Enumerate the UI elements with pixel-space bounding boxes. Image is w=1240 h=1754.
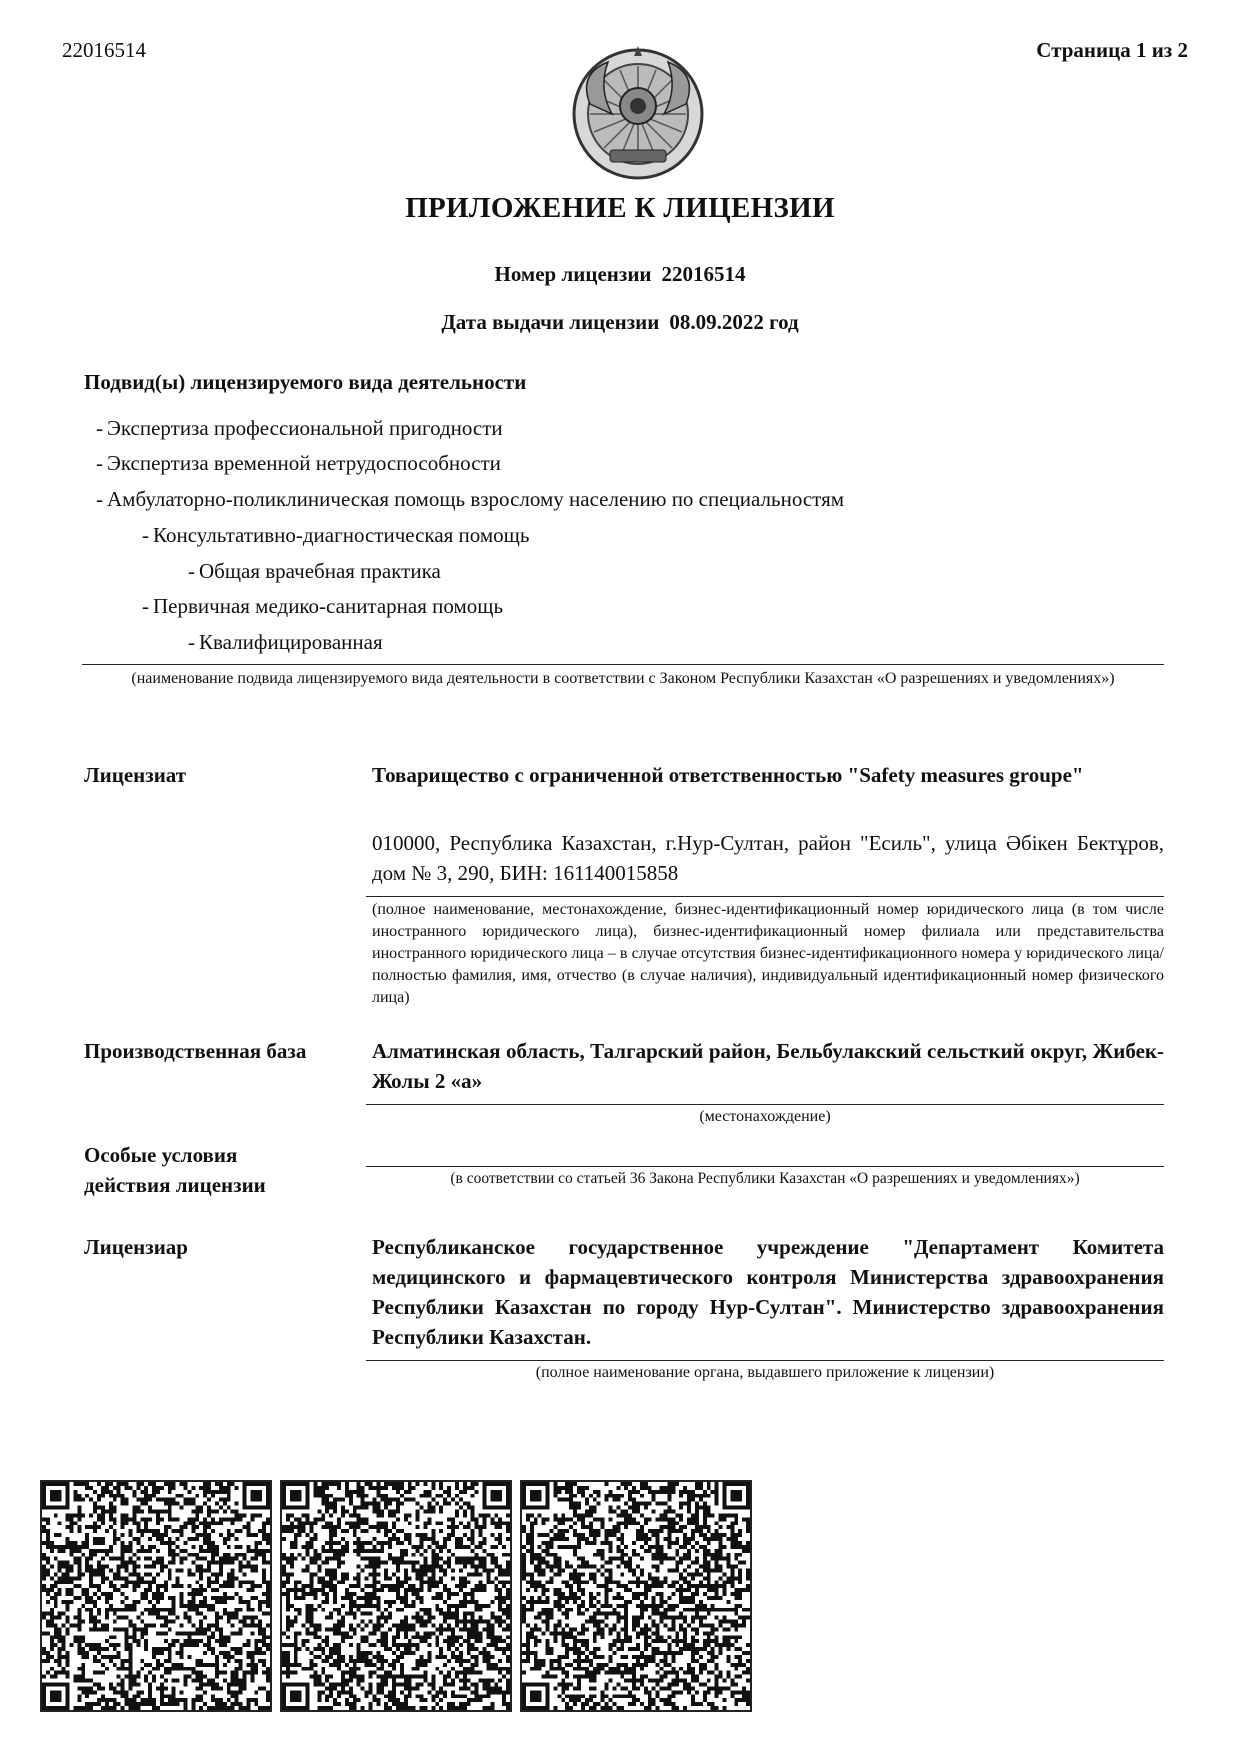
subtype-item: - Экспертиза профессиональной пригодности xyxy=(96,416,503,440)
special-conditions-note: (в соответствии со статьей 36 Закона Республики Казахстан «О разрешениях и уведомлениях») xyxy=(450,1170,1080,1187)
subtype-item: - Экспертиза временной нетрудоспособности xyxy=(96,451,501,475)
production-base-value: Алматинская область, Талгарский район, Бельбулакский сельсткий округ, Жибек-Жолы 2 «а» xyxy=(372,1039,1164,1093)
qr-code-icon xyxy=(280,1480,512,1712)
page-counter: Страница 1 из 2 xyxy=(1036,38,1188,62)
special-conditions-divider xyxy=(366,1166,1164,1167)
state-emblem-icon xyxy=(568,44,708,184)
license-number-label: Номер лицензии xyxy=(494,262,652,286)
licensor-divider xyxy=(366,1360,1164,1361)
licensor-note: (полное наименование органа, выдавшего приложение к лицензии) xyxy=(535,1364,995,1381)
license-date-label: Дата выдачи лицензии xyxy=(441,310,660,334)
subtypes-divider xyxy=(82,664,1164,665)
qr-code-icon xyxy=(520,1480,752,1712)
production-base-divider xyxy=(366,1104,1164,1105)
licensee-address: 010000, Республика Казахстан, г.Нур-Султан, район "Есиль", улица Әбікен Бектұров, дом № 3, 290, БИН: 161140015858 xyxy=(372,831,1164,885)
licensor-label: Лицензиар xyxy=(84,1235,188,1259)
licensee-divider xyxy=(366,896,1164,897)
qr-code-icon xyxy=(40,1480,272,1712)
subtypes-note: (наименование подвида лицензируемого вида деятельности в соответствии с Законом Республики Казахстан «О разрешениях и уведомлениях») xyxy=(131,670,1115,687)
subtype-item: - Амбулаторно-поликлиническая помощь взрослому населению по специальностям xyxy=(96,487,845,511)
license-number-value: 22016514 xyxy=(661,262,746,286)
production-base-note: (местонахождение) xyxy=(699,1108,831,1125)
document-number: 22016514 xyxy=(62,38,146,62)
subtype-item: - Консультативно-диагностическая помощь xyxy=(142,523,530,547)
licensee-name: Товарищество с ограниченной ответственностью "Safety measures groupe" xyxy=(372,763,1084,787)
page-title: ПРИЛОЖЕНИЕ К ЛИЦЕНЗИИ xyxy=(405,192,835,224)
licensee-note: (полное наименование, местонахождение, бизнес-идентификационный номер юридического лица (в том числе иностранного юридического лица), бизнес-идентификационный номер филиала или представительства иностранного юридического лица – в случае отсутствия бизнес-идентификационного номера у юридического лица/полностью фамилия, имя, отчество (в случае наличия), индивидуальный идентификационный номер физического лица) xyxy=(372,901,1164,1006)
special-conditions-label: Особые условия действия лицензии xyxy=(84,1143,266,1197)
subtype-item: - Квалифицированная xyxy=(188,630,383,654)
license-date-value: 08.09.2022 год xyxy=(669,310,799,334)
licensor-value: Республиканское государственное учреждение "Департамент Комитета медицинского и фармацевтического контроля Министерства здравоохранения Республики Казахстан по городу Нур-Султан". Министерство здравоохранения Республики Казахстан. xyxy=(372,1235,1164,1349)
license-number-line xyxy=(0,262,1240,287)
license-date-line xyxy=(0,310,1240,335)
production-base-label: Производственная база xyxy=(84,1039,307,1063)
licensee-label: Лицензиат xyxy=(84,763,187,787)
subtypes-heading: Подвид(ы) лицензируемого вида деятельности xyxy=(84,370,527,394)
subtype-item: - Общая врачебная практика xyxy=(188,559,441,583)
subtype-item: - Первичная медико-санитарная помощь xyxy=(142,594,504,618)
